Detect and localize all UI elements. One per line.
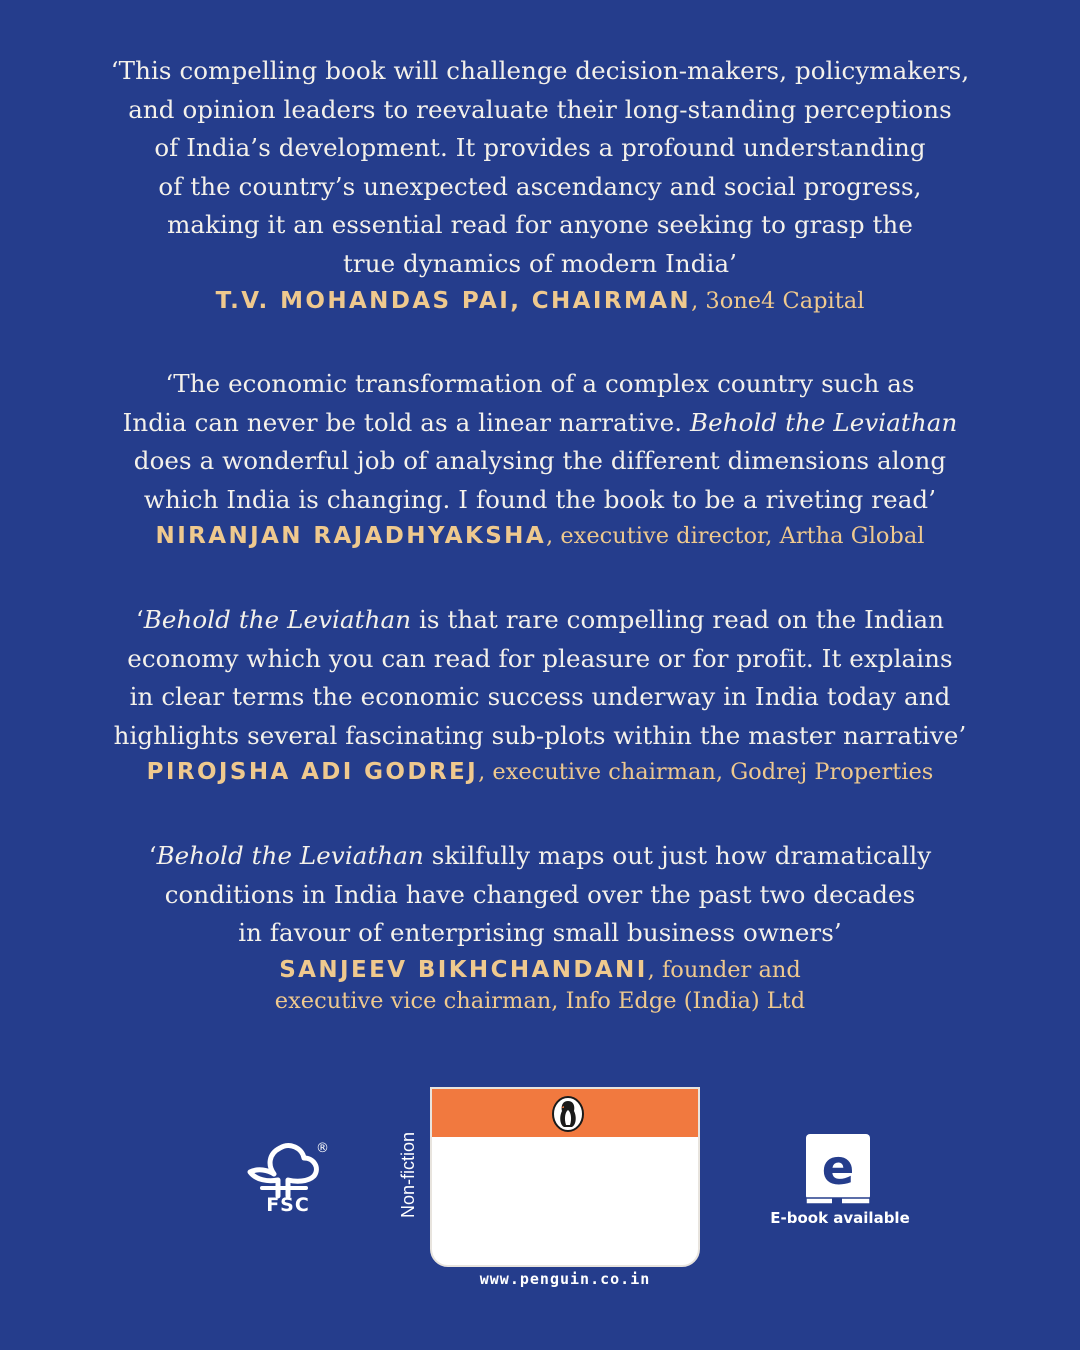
endorser-name: PIROJSHA ADI GODREJ [146,759,479,786]
endorser-role: executive vice chairman, Info Edge (India) Ltd [274,987,806,1014]
quote-line: in favour of enterprising small business owners’ [238,918,842,948]
quote-line: ‘This compelling book will challenge decision-makers, policymakers, [110,56,970,85]
quote-line: of India’s development. It provides a profound understanding [154,133,926,163]
attribution [0,954,1080,988]
category-label: Non-fiction [398,1131,418,1218]
endorser-name: T.V. MOHANDAS PAI, CHAIRMAN [215,287,692,314]
ebook-label: E-book available [770,1209,910,1227]
fsc-tree-icon [238,1138,330,1200]
quote-line: which India is changing. I found the book to be a riveting read’ [143,484,937,514]
attribution [0,756,1080,790]
endorsement-4 [0,837,1080,1018]
attribution [0,520,1080,554]
quote-line: India can never be told as a linear narrative. Behold the Leviathan [122,407,958,437]
fsc-label: FSC [266,1194,310,1216]
quote-line: making it an essential read for anyone seeking to grasp the [167,210,913,240]
quote-line: of the country’s unexpected ascendancy and social progress, [158,171,922,201]
endorsement-3 [0,601,1080,790]
book-title: Behold the Leviathan [143,605,412,634]
quote-line: in clear terms the economic success underway in India today and [129,682,951,712]
quote-line: and opinion leaders to reevaluate their long-standing perceptions [128,94,952,124]
endorsement-2 [0,365,1080,554]
book-title: Behold the Leviathan [690,407,958,437]
endorser-role: , founder and [647,956,801,983]
quote-line: ‘Behold the Leviathan skilfully maps out just how dramatically [148,841,932,870]
endorser-role: , executive director, Artha Global [546,523,925,550]
quote-line: true dynamics of modern India’ [342,248,738,278]
quote-line: economy which you can read for pleasure or for profit. It explains [127,643,953,673]
fsc-logo [238,1138,330,1222]
endorser-role: , 3one4 Capital [691,287,865,314]
quote-line: ‘Behold the Leviathan is that rare compelling read on the Indian [135,605,945,634]
quote-line: highlights several fascinating sub-plots within the master narrative’ [113,720,967,750]
attribution [0,285,1080,319]
endorsement-1 [0,52,1080,319]
quote-line: does a wonderful job of analysing the different dimensions along [133,446,947,476]
ebook-icon [804,1132,874,1208]
endorser-name: NIRANJAN RAJADHYAKSHA [155,523,547,550]
penguin-icon [551,1095,585,1133]
attribution-line-2 [0,986,1080,1018]
publisher-website: www.penguin.co.in [479,1270,651,1288]
endorser-role: , executive chairman, Godrej Properties [478,759,934,786]
penguin-barcode-box [430,1087,700,1267]
svg-text:e: e [821,1140,855,1196]
svg-text:®: ® [316,1141,329,1156]
quote-line: conditions in India have changed over the past two decades [164,879,916,909]
endorser-name: SANJEEV BIKHCHANDANI [279,956,648,983]
book-title: Behold the Leviathan [156,841,424,870]
quote-line: ‘The economic transformation of a complex country such as [165,369,915,398]
